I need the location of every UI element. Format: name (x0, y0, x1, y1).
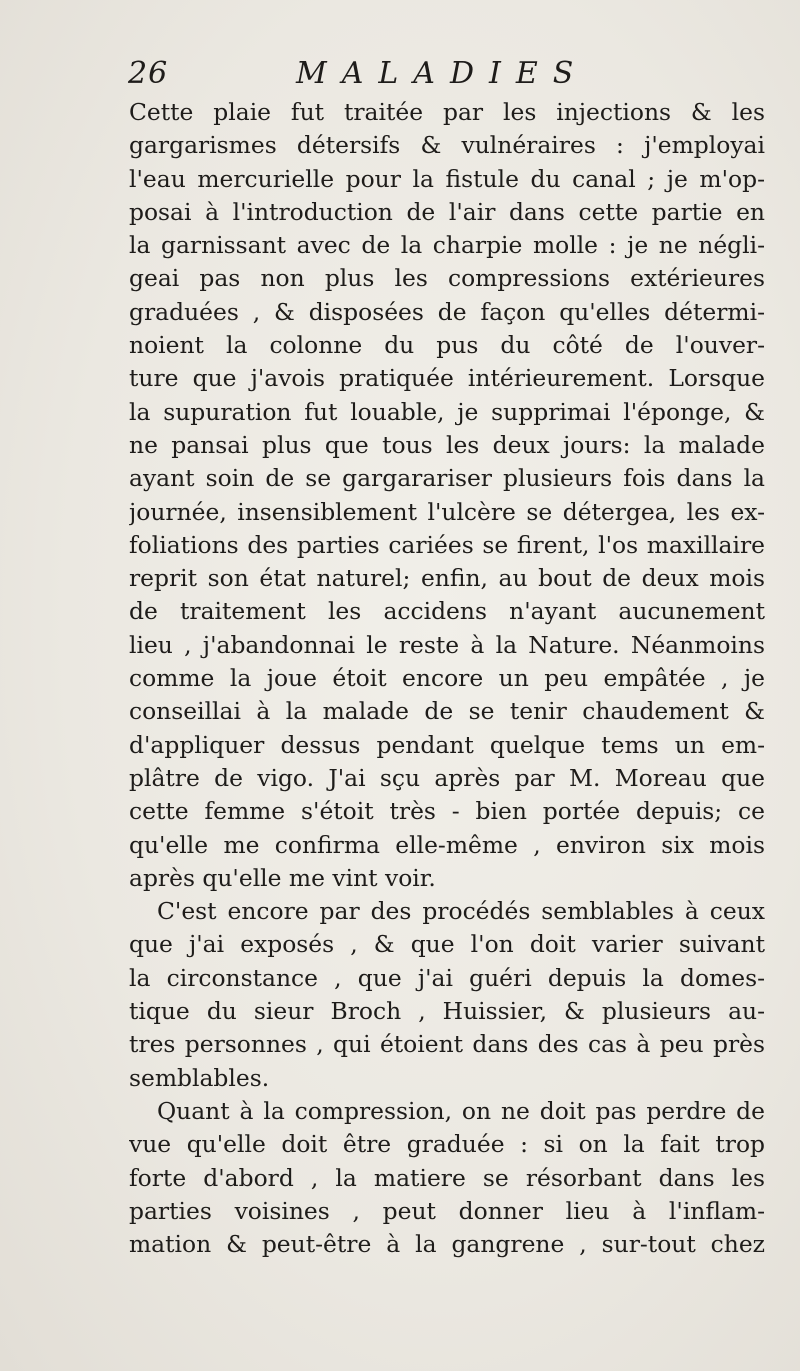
paragraph-start-line: C'est encore par des procédés semblables à ceux (157, 897, 765, 926)
text-line: journée, insensiblement l'ulcère se détergea, les ex- (129, 497, 765, 526)
text-line: foliations des parties cariées se firent, l'os maxillaire (129, 530, 765, 559)
text-line: de traitement les accidens n'ayant aucunement (129, 597, 765, 626)
paragraph-end-line: semblables. (129, 1063, 270, 1092)
text-line: geai pas non plus les compressions extérieures (129, 264, 765, 293)
text-line: Cette plaie fut traitée par les injections & les (129, 98, 765, 126)
text-line: reprit son état naturel; enfin, au bout de deux mois (129, 564, 765, 593)
text-line: la garnissant avec de la charpie molle : je ne négli- (129, 231, 765, 260)
paragraph-end-line: après qu'elle me vint voir. (129, 863, 436, 892)
text-line: vue qu'elle doit être graduée : si on la fait trop (129, 1130, 765, 1159)
body-text (129, 96, 765, 1261)
page-header (128, 56, 768, 96)
running-head: MALADIES (296, 56, 589, 91)
text-line: mation & peut-être à la gangrene , sur-tout chez (129, 1230, 765, 1259)
text-line: gargarismes détersifs & vulnéraires : j'employai (129, 131, 765, 160)
text-line: la supuration fut louable, je supprimai l'éponge, & (129, 397, 765, 426)
text-line: d'appliquer dessus pendant quelque tems un em- (129, 730, 765, 759)
text-line: cette femme s'étoit très - bien portée depuis; ce (129, 797, 765, 826)
text-line: ayant soin de se gargarariser plusieurs fois dans la (129, 464, 765, 493)
text-line: que j'ai exposés , & que l'on doit varier suivant (129, 930, 765, 959)
text-line: parties voisines , peut donner lieu à l'inflam- (129, 1196, 765, 1225)
text-line: comme la joue étoit encore un peu empâtée , je (129, 664, 765, 693)
text-line: plâtre de vigo. J'ai sçu après par M. Moreau que (129, 763, 765, 792)
text-line: noient la colonne du pus du côté de l'ouver- (129, 331, 765, 360)
text-line: ne pansai plus que tous les deux jours: la malade (129, 430, 765, 459)
text-line: posai à l'introduction de l'air dans cette partie en (129, 197, 765, 226)
text-line: la circonstance , que j'ai guéri depuis la domes- (129, 963, 765, 992)
text-line: graduées , & disposées de façon qu'elles détermi- (129, 297, 765, 326)
text-line: ture que j'avois pratiquée intérieurement. Lorsque (129, 364, 765, 393)
text-line: forte d'abord , la matiere se résorbant dans les (129, 1163, 765, 1192)
text-line: lieu , j'abandonnai le reste à la Nature. Néanmoins (129, 630, 765, 659)
page-number: 26 (128, 56, 169, 91)
text-line: qu'elle me confirma elle-même , environ six mois (129, 830, 765, 859)
text-line: conseillai à la malade de se tenir chaudement & (129, 697, 765, 726)
text-line: tres personnes , qui étoient dans des cas à peu près (129, 1030, 765, 1059)
text-line: l'eau mercurielle pour la fistule du canal ; je m'op- (129, 164, 765, 193)
text-line: tique du sieur Broch , Huissier, & plusieurs au- (129, 997, 765, 1026)
paragraph-start-line: Quant à la compression, on ne doit pas perdre de (157, 1096, 765, 1125)
